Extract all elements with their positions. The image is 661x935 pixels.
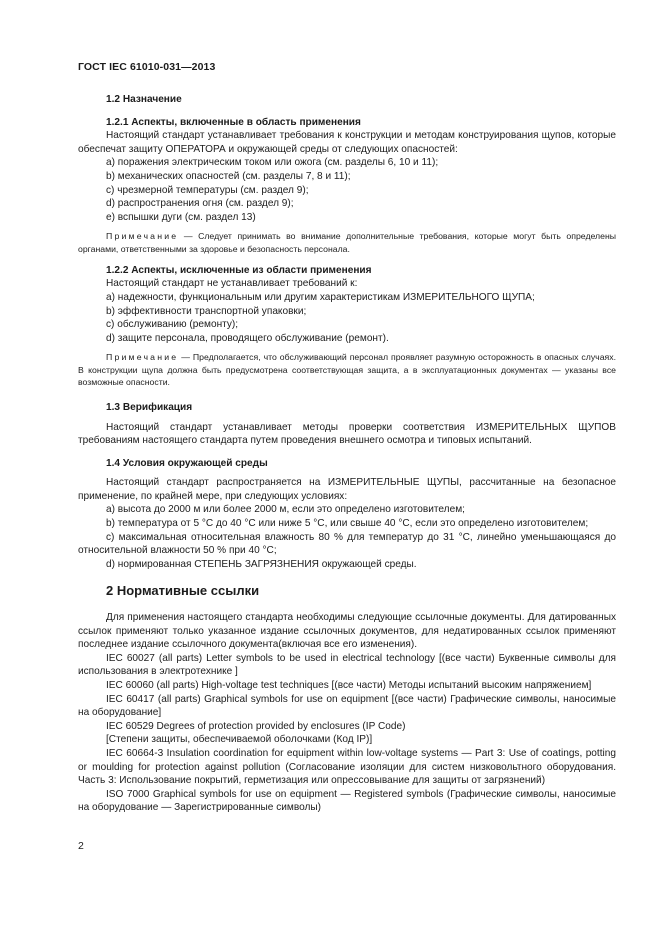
section-1-2-2-intro: Настоящий стандарт не устанавливает требований к:	[106, 278, 358, 290]
section-1-2-1-title: 1.2.1 Аспекты, включенные в область применения	[106, 116, 361, 128]
document-header: ГОСТ IEC 61010-031—2013	[78, 61, 216, 73]
section-1-2-1-intro: Настоящий стандарт устанавливает требования к конструкции и методам конструирования щупов, которые обеспечат защиту ОПЕРАТОРА и окружающей среды от следующих опасностей:	[78, 130, 616, 155]
list-item: b) температура от 5 °С до 40 °С или ниже 5 °С, или свыше 40 °С, если это определено изготовителем;	[106, 518, 589, 530]
page-number: 2	[78, 840, 84, 852]
list-item: c) чрезмерной температуры (см. раздел 9);	[106, 184, 309, 196]
reference-item: IEC 60664-3 Insulation coordination for equipment within low-voltage systems — Part 3: Use of coatings, potting or moulding for protection against pollution (Согласование изоляции для систем низковольтного оборудования. Часть 3: Использование покрытий, герметизация или опрессовывание для защиты от загрязнений)	[78, 747, 616, 787]
list-item: c) обслуживанию (ремонту);	[106, 319, 239, 331]
reference-item: IEC 60417 (all parts) Graphical symbols for use on equipment [(все части) Графические символы, наносимые на оборудование]	[78, 693, 616, 719]
section-1-3-text: Настоящий стандарт устанавливает методы проверки соответствия ИЗМЕРИТЕЛЬНЫХ ЩУПОВ требованиям настоящего стандарта путем проведения внешнего осмотра и типовых испытаний.	[78, 421, 616, 447]
list-item: e) вспышки дуги (см. раздел 13)	[106, 211, 256, 223]
section-1-2-2-title: 1.2.2 Аспекты, исключенные из области применения	[106, 264, 372, 276]
section-2-title: 2 Нормативные ссылки	[106, 583, 260, 599]
note-text: — Следует принимать во внимание дополнительные требования, которые могут быть определены органами, ответственными за здоровье и безопасность персонала.	[78, 231, 616, 254]
list-item: c) максимальная относительная влажность 80 % для температур до 31 °С, линейно уменьшающаяся до относительной влажности 50 % при 40 °С;	[78, 531, 616, 557]
list-item: d) защите персонала, проводящего обслуживание (ремонт).	[106, 332, 389, 344]
document-body	[78, 93, 616, 815]
section-1-4-intro: Настоящий стандарт распространяется на ИЗМЕРИТЕЛЬНЫЕ ЩУПЫ, рассчитанные на безопасное применение, по крайней мере, при следующих условиях:	[78, 477, 616, 502]
note-label: Примечание	[106, 231, 179, 242]
list-item: b) эффективности транспортной упаковки;	[106, 305, 307, 317]
list-item: a) высота до 2000 м или более 2000 м, если это определено изготовителем;	[106, 504, 465, 516]
note-label: Примечание	[106, 352, 179, 363]
note-text: — Предполагается, что обслуживающий персонал проявляет разумную осторожность в опасных случаях. В конструкции щупа должна быть предусмотрена соответствующая защита, а в эксплуатационных документах — указаны все возможные опасности.	[78, 352, 616, 387]
section-1-4-title: 1.4 Условия окружающей среды	[106, 457, 268, 469]
list-item: d) нормированная СТЕПЕНЬ ЗАГРЯЗНЕНИЯ окружающей среды.	[106, 558, 417, 570]
reference-item: IEC 60027 (all parts) Letter symbols to be used in electrical technology [(все части) Буквенные символы для использования в электротехнике ]	[78, 652, 616, 678]
reference-item: ISO 7000 Graphical symbols for use on equipment — Registered symbols (Графические символы, наносимые на оборудование — Зарегистрированные символы)	[78, 788, 616, 814]
section-2-intro: Для применения настоящего стандарта необходимы следующие ссылочные документы. Для датированных ссылок применяют только указанное издание ссылочных документов, для недатированных ссылок применяют последнее издание ссылочного документа(включая все его изменения).	[78, 612, 616, 651]
list-item: a) надежности, функциональным или другим характеристикам ИЗМЕРИТЕЛЬНОГО ЩУПА;	[106, 291, 535, 303]
note-1	[78, 230, 616, 254]
reference-item: IEC 60060 (all parts) High-voltage test techniques [(все части) Методы испытаний высоким напряжением]	[106, 680, 592, 692]
reference-item: [Степени защиты, обеспечиваемой оболочками (Код IP)]	[106, 734, 373, 746]
list-item: b) механических опасностей (см. разделы 7, 8 и 11);	[106, 170, 351, 182]
reference-item: IEC 60529 Degrees of protection provided by enclosures (IP Code)	[106, 720, 406, 732]
section-1-3-title: 1.3 Верификация	[106, 401, 193, 413]
note-2	[78, 351, 616, 388]
list-item: d) распространения огня (см. раздел 9);	[106, 198, 294, 210]
section-1-2-title: 1.2 Назначение	[106, 94, 182, 105]
list-item: a) поражения электрическим током или ожога (см. разделы 6, 10 и 11);	[106, 157, 439, 169]
